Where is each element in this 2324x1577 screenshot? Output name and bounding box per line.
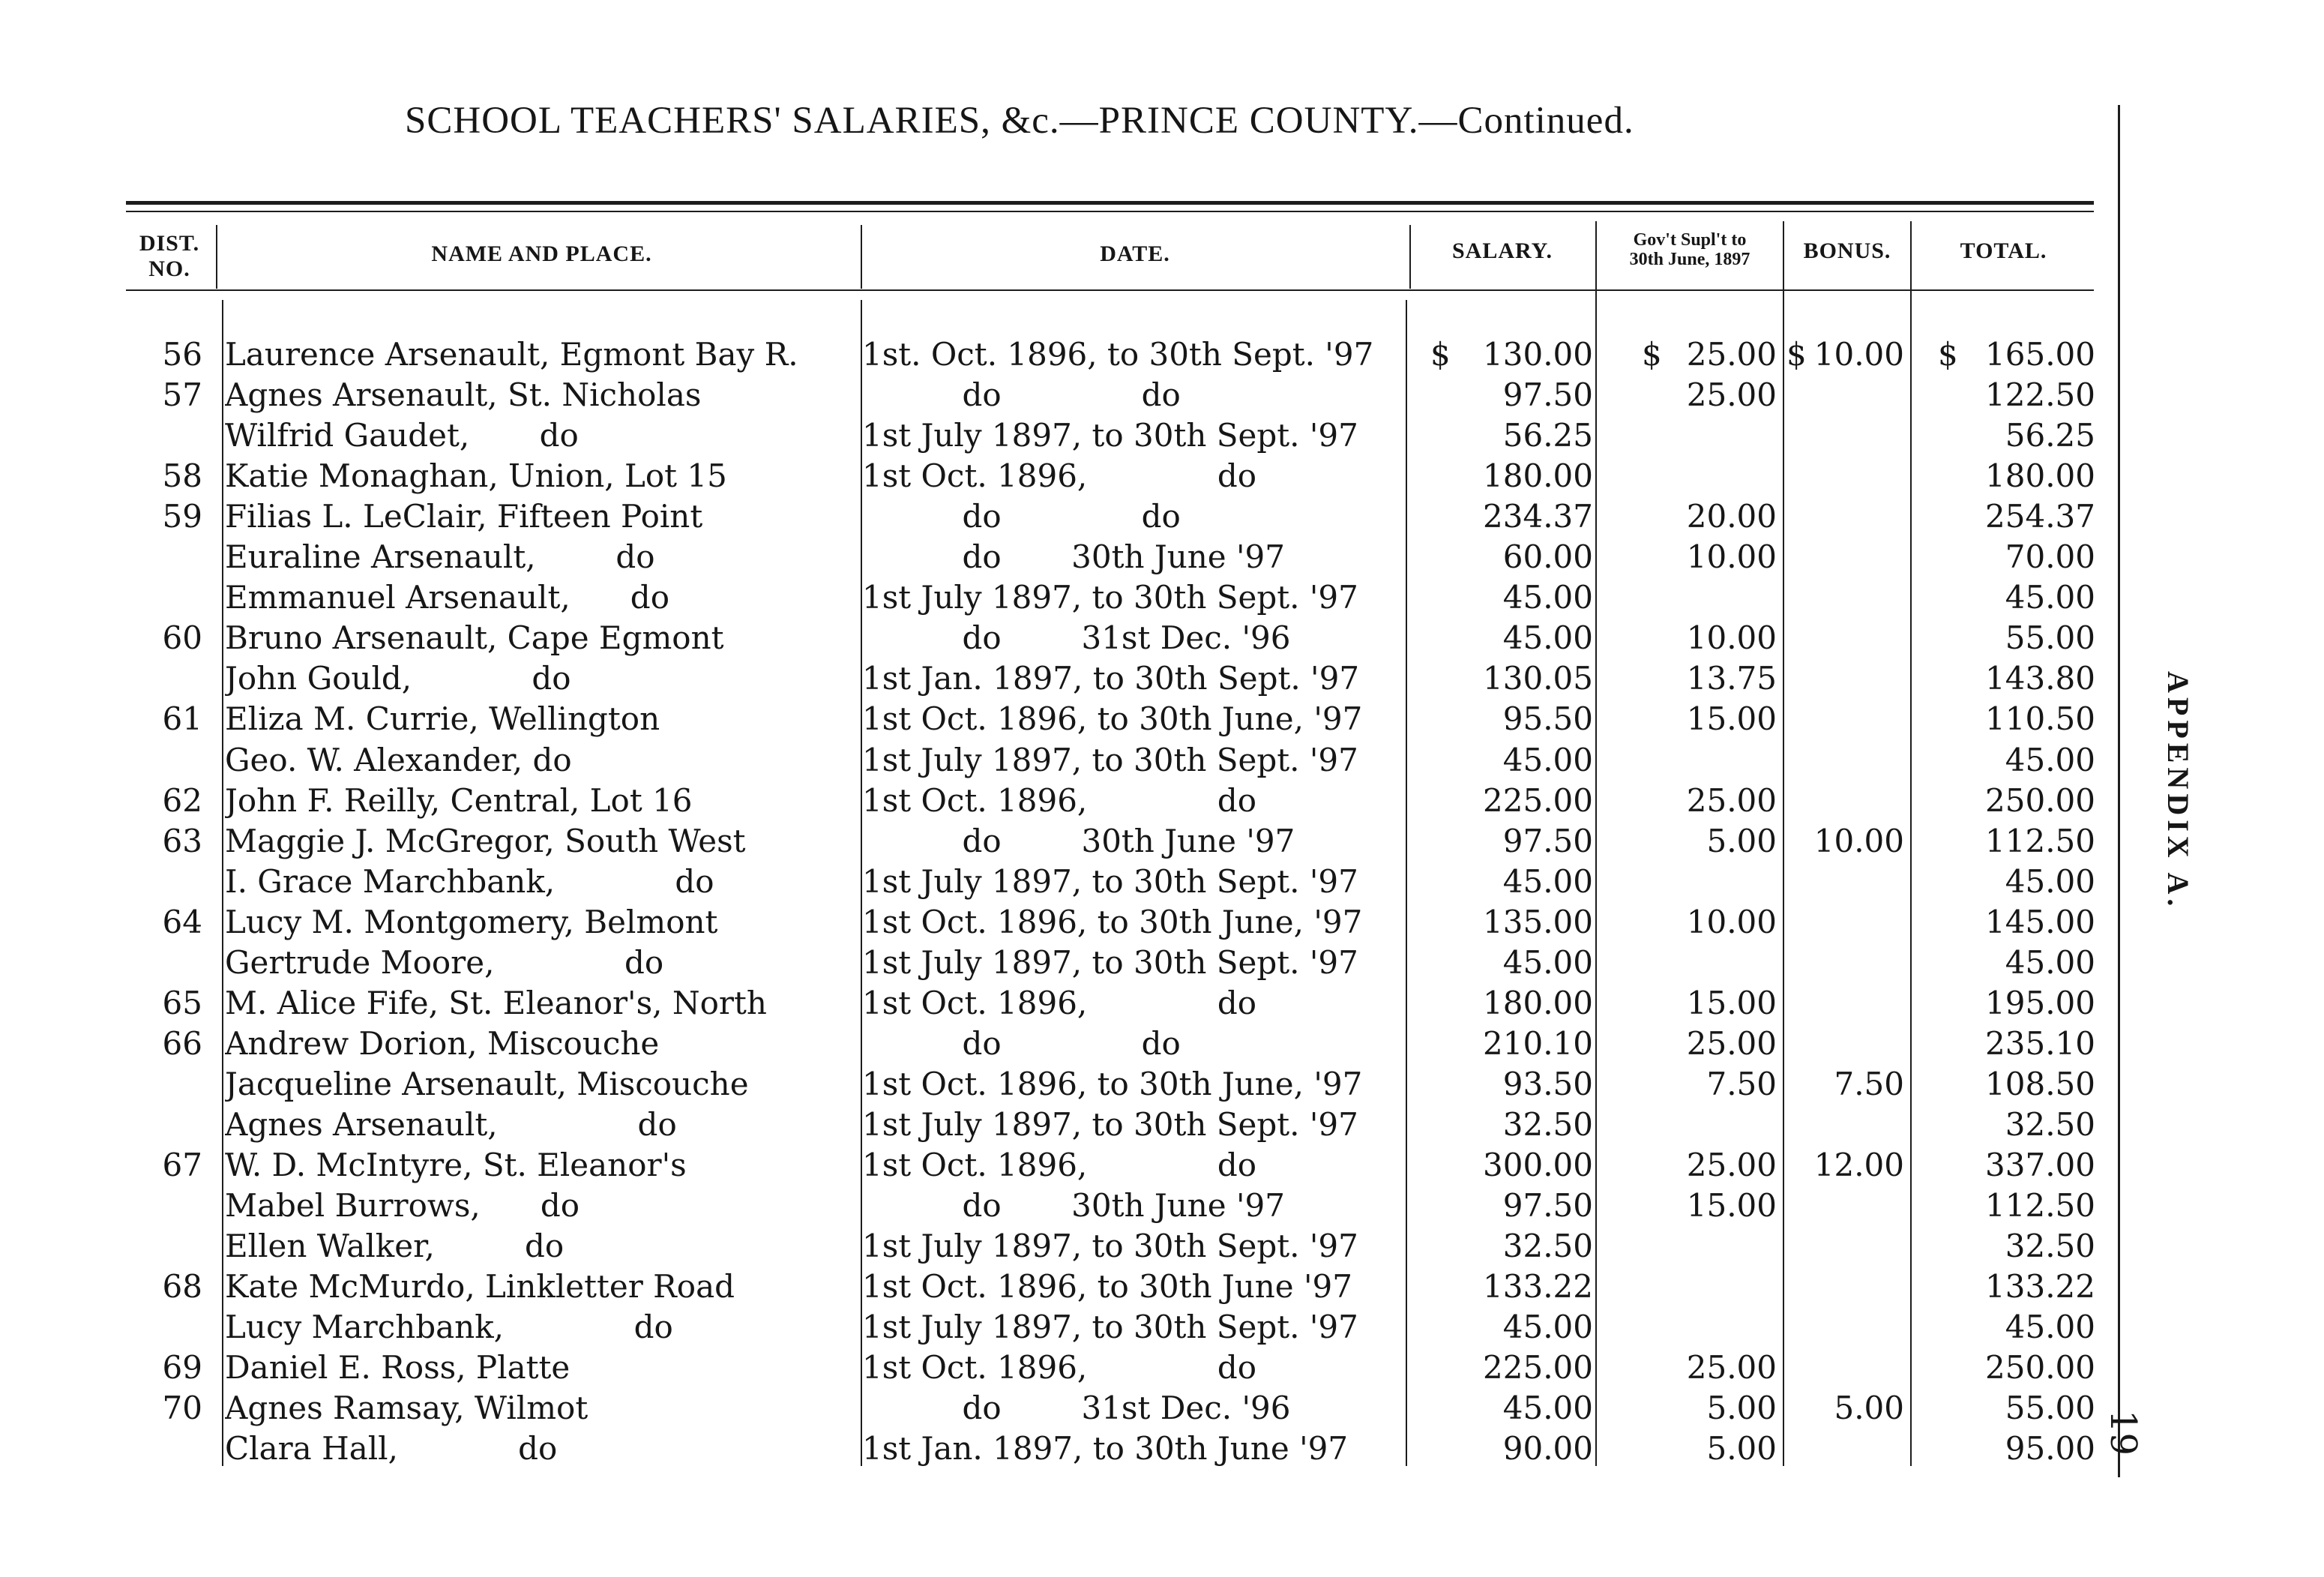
total-cell: 143.80 <box>1985 660 2095 697</box>
salary-cell: 45.00 <box>1502 619 1593 657</box>
total-cell: 250.00 <box>1985 1349 2095 1387</box>
salary-cell: 45.00 <box>1502 1309 1593 1346</box>
name-place-cell: I. Grace Marchbank, do <box>225 862 714 900</box>
salary-cell: 95.50 <box>1502 700 1593 738</box>
salary-cell: 45.00 <box>1502 862 1593 900</box>
dist-no-cell: 66 <box>162 1024 202 1062</box>
dist-no-cell <box>127 1226 202 1267</box>
table-row <box>0 781 2324 821</box>
bonus-cell <box>1792 1186 1904 1226</box>
date-cell: 1st Jan. 1897, to 30th Sept. '97 <box>862 660 1360 697</box>
name-place-cell: Katie Monaghan, Union, Lot 15 <box>225 457 727 495</box>
table-row <box>0 1307 2324 1348</box>
appendix-label: APPENDIX A. <box>2161 671 2195 911</box>
total-cell: 55.00 <box>2005 1390 2095 1427</box>
total-cell: 95.00 <box>2005 1430 2095 1468</box>
total-cell: 180.00 <box>1985 457 2095 495</box>
gov-supplement-cell <box>1604 577 1777 618</box>
date-cell: 1st Oct. 1896, to 30th June '97 <box>862 1268 1352 1306</box>
dist-no-cell <box>127 1105 202 1145</box>
name-place-cell: Lucy Marchbank, do <box>225 1309 673 1346</box>
date-cell: 1st Oct. 1896, do <box>862 1147 1257 1183</box>
name-place-cell: Mabel Burrows, do <box>225 1187 580 1225</box>
page-title: SCHOOL TEACHERS' SALARIES, &c.—PRINCE COUNTY.—Continued. <box>405 100 1634 142</box>
salary-cell: 45.00 <box>1502 741 1593 778</box>
salary-cell: 225.00 <box>1483 781 1593 819</box>
name-place-cell: John Gould, do <box>225 660 571 697</box>
dist-no-cell <box>127 740 202 781</box>
total-cell: 55.00 <box>2005 619 2095 657</box>
bonus-cell <box>1792 658 1904 699</box>
date-cell: 1st Oct. 1896, do <box>862 457 1257 495</box>
bonus-cell: 10.00 <box>1813 822 1904 859</box>
date-cell: do 30th June '97 <box>862 1187 1285 1225</box>
bonus-cell <box>1792 415 1904 456</box>
total-cell: 112.50 <box>1985 1187 2095 1225</box>
gov-supplement-cell <box>1604 1105 1777 1145</box>
bonus-cell <box>1792 456 1904 496</box>
date-cell: 1st Oct. 1896, do <box>862 1349 1257 1387</box>
date-cell: do 31st Dec. '96 <box>862 619 1291 657</box>
bonus-cell <box>1792 740 1904 781</box>
salary-cell: 45.00 <box>1502 943 1593 981</box>
salary-cell: 93.50 <box>1502 1065 1593 1102</box>
table-row <box>0 821 2324 862</box>
gov-supplement-cell <box>1604 1307 1777 1348</box>
name-place-cell: Filias L. LeClair, Fifteen Point <box>225 498 703 535</box>
gov-supplement-cell: 10.00 <box>1686 619 1777 657</box>
dist-no-cell <box>127 1429 202 1469</box>
name-place-cell: Agnes Ramsay, Wilmot <box>225 1390 588 1427</box>
gov-supplement-cell <box>1604 862 1777 902</box>
date-cell: 1st July 1897, to 30th Sept. '97 <box>862 943 1358 981</box>
salary-cell: 32.50 <box>1502 1105 1593 1143</box>
header-dist-no: DIST. NO. <box>139 231 200 281</box>
header-bonus: BONUS. <box>1803 238 1891 263</box>
dist-no-cell: 68 <box>162 1268 202 1306</box>
bonus-cell <box>1792 1024 1904 1064</box>
name-place-cell: Lucy M. Montgomery, Belmont <box>225 903 718 940</box>
salary-cell: 97.50 <box>1502 822 1593 859</box>
bonus-cell <box>1792 943 1904 983</box>
salary-cell: 225.00 <box>1483 1349 1593 1387</box>
table-row <box>0 902 2324 943</box>
date-cell: 1st July 1897, to 30th Sept. '97 <box>862 1105 1358 1143</box>
currency-mark-gov: $ <box>1642 336 1662 373</box>
table-row <box>0 1105 2324 1145</box>
salary-cell: 133.22 <box>1483 1268 1593 1306</box>
date-cell: 1st July 1897, to 30th Sept. '97 <box>862 741 1358 778</box>
gov-supplement-cell: 25.00 <box>1686 781 1777 819</box>
name-place-cell: Bruno Arsenault, Cape Egmont <box>225 619 724 657</box>
gov-supplement-cell: 15.00 <box>1686 700 1777 738</box>
gov-supplement-cell <box>1604 943 1777 983</box>
table-row <box>0 943 2324 983</box>
total-cell: 56.25 <box>2005 417 2095 454</box>
dist-no-cell <box>127 1307 202 1348</box>
gov-supplement-cell: 20.00 <box>1686 498 1777 535</box>
dist-no-cell <box>127 537 202 577</box>
name-place-cell: Gertrude Moore, do <box>225 943 664 981</box>
salary-cell: 130.05 <box>1483 660 1593 697</box>
date-cell: do 30th June '97 <box>862 538 1285 576</box>
col-rule-dist <box>216 225 217 289</box>
dist-no-cell <box>127 658 202 699</box>
salary-cell: 45.00 <box>1502 579 1593 616</box>
salary-cell: 180.00 <box>1483 457 1593 495</box>
date-cell: do do <box>862 1024 1181 1062</box>
table-row <box>0 1064 2324 1105</box>
date-cell: 1st July 1897, to 30th Sept. '97 <box>862 1309 1358 1346</box>
bonus-cell <box>1792 699 1904 739</box>
name-place-cell: Eliza M. Currie, Wellington <box>225 700 660 738</box>
name-place-cell: Geo. W. Alexander, do <box>225 741 572 778</box>
total-cell: 122.50 <box>1985 376 2095 414</box>
bonus-cell <box>1792 1267 1904 1307</box>
salary-cell: 32.50 <box>1502 1228 1593 1265</box>
total-cell: 195.00 <box>1985 984 2095 1021</box>
date-cell: do 30th June '97 <box>862 822 1295 859</box>
gov-supplement-cell <box>1604 1226 1777 1267</box>
total-cell: 165.00 <box>1985 336 2095 373</box>
bonus-cell <box>1792 496 1904 537</box>
salary-cell: 130.00 <box>1483 336 1593 373</box>
dist-no-cell <box>127 943 202 983</box>
dist-no-cell: 58 <box>162 457 202 495</box>
name-place-cell: Kate McMurdo, Linkletter Road <box>225 1268 735 1306</box>
table-row <box>0 658 2324 699</box>
bonus-cell <box>1792 375 1904 415</box>
total-cell: 337.00 <box>1985 1147 2095 1183</box>
dist-no-cell: 70 <box>162 1390 202 1427</box>
total-cell: 110.50 <box>1985 700 2095 738</box>
gov-supplement-cell: 5.00 <box>1706 1390 1777 1427</box>
salary-cell: 210.10 <box>1483 1024 1593 1062</box>
table-row <box>0 577 2324 618</box>
dist-no-cell: 61 <box>162 700 202 738</box>
dist-no-cell <box>127 862 202 902</box>
total-cell: 70.00 <box>2005 538 2095 576</box>
gov-supplement-cell: 25.00 <box>1686 1147 1777 1183</box>
total-cell: 254.37 <box>1985 498 2095 535</box>
name-place-cell: Jacqueline Arsenault, Miscouche <box>225 1065 749 1102</box>
date-cell: 1st July 1897, to 30th Sept. '97 <box>862 1228 1358 1265</box>
salary-cell: 45.00 <box>1502 1390 1593 1427</box>
date-cell: 1st Oct. 1896, to 30th June, '97 <box>862 1065 1363 1102</box>
gov-supplement-cell: 25.00 <box>1686 1024 1777 1062</box>
table-row <box>0 1024 2324 1064</box>
dist-no-cell: 57 <box>162 376 202 414</box>
table-row <box>0 1348 2324 1388</box>
gov-supplement-cell: 7.50 <box>1706 1065 1777 1102</box>
gov-supplement-cell: 15.00 <box>1686 984 1777 1021</box>
date-cell: 1st July 1897, to 30th Sept. '97 <box>862 417 1358 454</box>
dist-no-cell: 56 <box>162 336 202 373</box>
bonus-cell <box>1792 902 1904 943</box>
bonus-cell <box>1792 1348 1904 1388</box>
salary-cell: 300.00 <box>1483 1147 1593 1183</box>
bonus-cell <box>1792 1307 1904 1348</box>
name-place-cell: Emmanuel Arsenault, do <box>225 579 669 616</box>
total-cell: 45.00 <box>2005 862 2095 900</box>
total-cell: 45.00 <box>2005 1309 2095 1346</box>
table-row <box>0 456 2324 496</box>
table-row <box>0 1429 2324 1469</box>
header-name-place: NAME AND PLACE. <box>431 241 652 266</box>
bonus-cell <box>1792 983 1904 1024</box>
total-cell: 108.50 <box>1985 1065 2095 1102</box>
name-place-cell: Clara Hall, do <box>225 1430 558 1468</box>
dist-no-cell: 65 <box>162 984 202 1021</box>
top-rule-thin <box>126 211 2094 212</box>
date-cell: 1st July 1897, to 30th Sept. '97 <box>862 579 1358 616</box>
date-cell: 1st Oct. 1896, to 30th June, '97 <box>862 903 1363 940</box>
gov-supplement-cell <box>1604 415 1777 456</box>
page-number: 19 <box>2102 1410 2144 1456</box>
date-cell: 1st Jan. 1897, to 30th June '97 <box>862 1430 1349 1468</box>
gov-supplement-cell: 25.00 <box>1686 376 1777 414</box>
name-place-cell: Agnes Arsenault, St. Nicholas <box>225 376 702 414</box>
bonus-cell: 10.00 <box>1813 336 1904 373</box>
header-gov-line1: Gov't Supl't to <box>1633 230 1747 250</box>
name-place-cell: Euraline Arsenault, do <box>225 538 655 576</box>
table-row <box>0 415 2324 456</box>
total-cell: 32.50 <box>2005 1105 2095 1143</box>
salary-cell: 135.00 <box>1483 903 1593 940</box>
date-cell: do do <box>862 376 1181 414</box>
table-row <box>0 1388 2324 1429</box>
currency-mark-bonus: $ <box>1786 336 1807 373</box>
table-row <box>0 334 2324 375</box>
gov-supplement-cell: 5.00 <box>1706 822 1777 859</box>
salary-cell: 234.37 <box>1483 498 1593 535</box>
dist-no-cell: 59 <box>162 498 202 535</box>
header-total: TOTAL. <box>1960 238 2047 263</box>
header-gov-line2: 30th June, 1897 <box>1629 250 1750 269</box>
table-row <box>0 983 2324 1024</box>
table-row <box>0 699 2324 739</box>
gov-supplement-cell: 10.00 <box>1686 538 1777 576</box>
date-cell: 1st Oct. 1896, to 30th June, '97 <box>862 700 1363 738</box>
salary-cell: 56.25 <box>1502 417 1593 454</box>
salary-cell: 97.50 <box>1502 376 1593 414</box>
table-row <box>0 862 2324 902</box>
bonus-cell <box>1792 1105 1904 1145</box>
table-row <box>0 1226 2324 1267</box>
gov-supplement-cell: 10.00 <box>1686 903 1777 940</box>
name-place-cell: W. D. McIntyre, St. Eleanor's <box>225 1147 687 1183</box>
date-cell: do do <box>862 498 1181 535</box>
bonus-cell <box>1792 577 1904 618</box>
salary-cell: 97.50 <box>1502 1187 1593 1225</box>
name-place-cell: M. Alice Fife, St. Eleanor's, North <box>225 984 767 1021</box>
dist-no-cell: 67 <box>162 1147 202 1183</box>
salary-cell: 60.00 <box>1502 538 1593 576</box>
header-date: DATE. <box>1100 241 1170 266</box>
table-row <box>0 1145 2324 1186</box>
dist-no-cell: 69 <box>162 1349 202 1387</box>
salary-cell: 90.00 <box>1502 1430 1593 1468</box>
name-place-cell: Andrew Dorion, Miscouche <box>225 1024 660 1062</box>
dist-no-cell: 62 <box>162 781 202 819</box>
table-row <box>0 618 2324 658</box>
bonus-cell <box>1792 1429 1904 1469</box>
dist-no-cell <box>127 1186 202 1226</box>
gov-supplement-cell: 13.75 <box>1686 660 1777 697</box>
date-cell: 1st Oct. 1896, do <box>862 984 1257 1021</box>
bonus-cell <box>1792 537 1904 577</box>
total-cell: 32.50 <box>2005 1228 2095 1265</box>
total-cell: 250.00 <box>1985 781 2095 819</box>
gov-supplement-cell: 25.00 <box>1686 336 1777 373</box>
table-row <box>0 1267 2324 1307</box>
total-cell: 145.00 <box>1985 903 2095 940</box>
currency-mark-salary: $ <box>1430 336 1451 373</box>
gov-supplement-cell: 5.00 <box>1706 1430 1777 1468</box>
name-place-cell: Agnes Arsenault, do <box>225 1105 677 1143</box>
top-rule-thick <box>126 201 2094 205</box>
bonus-cell <box>1792 1226 1904 1267</box>
name-place-cell: Maggie J. McGregor, South West <box>225 822 746 859</box>
name-place-cell: Laurence Arsenault, Egmont Bay R. <box>225 336 798 373</box>
date-cell: do 31st Dec. '96 <box>862 1390 1291 1427</box>
date-cell: 1st July 1897, to 30th Sept. '97 <box>862 862 1358 900</box>
salary-cell: 180.00 <box>1483 984 1593 1021</box>
dist-no-cell: 60 <box>162 619 202 657</box>
header-salary: SALARY. <box>1451 238 1553 263</box>
table-row <box>0 537 2324 577</box>
name-place-cell: John F. Reilly, Central, Lot 16 <box>225 781 693 819</box>
total-cell: 133.22 <box>1985 1268 2095 1306</box>
table-row <box>0 740 2324 781</box>
name-place-cell: Ellen Walker, do <box>225 1228 565 1265</box>
gov-supplement-cell: 15.00 <box>1686 1187 1777 1225</box>
gov-supplement-cell <box>1604 1267 1777 1307</box>
bonus-cell <box>1792 862 1904 902</box>
gov-supplement-cell <box>1604 456 1777 496</box>
bonus-cell <box>1792 618 1904 658</box>
date-cell: 1st. Oct. 1896, to 30th Sept. '97 <box>862 336 1374 373</box>
header-bottom-rule <box>126 289 2094 291</box>
total-cell: 112.50 <box>1985 822 2095 859</box>
dist-no-cell: 63 <box>162 822 202 859</box>
dist-no-cell: 64 <box>162 903 202 940</box>
bonus-cell <box>1792 781 1904 821</box>
date-cell: 1st Oct. 1896, do <box>862 781 1257 819</box>
bonus-cell: 12.00 <box>1813 1147 1904 1183</box>
dist-no-cell <box>127 577 202 618</box>
name-place-cell: Daniel E. Ross, Platte <box>225 1349 571 1387</box>
bonus-cell: 7.50 <box>1834 1065 1904 1102</box>
table-row <box>0 375 2324 415</box>
dist-no-cell <box>127 415 202 456</box>
total-cell: 235.10 <box>1985 1024 2095 1062</box>
name-place-cell: Wilfrid Gaudet, do <box>225 417 579 454</box>
total-cell: 45.00 <box>2005 579 2095 616</box>
gov-supplement-cell <box>1604 740 1777 781</box>
currency-mark-total: $ <box>1938 336 1958 373</box>
total-cell: 45.00 <box>2005 741 2095 778</box>
dist-no-cell <box>127 1064 202 1105</box>
table-row <box>0 496 2324 537</box>
bonus-cell: 5.00 <box>1834 1390 1904 1427</box>
total-cell: 45.00 <box>2005 943 2095 981</box>
table-row <box>0 1186 2324 1226</box>
gov-supplement-cell: 25.00 <box>1686 1349 1777 1387</box>
